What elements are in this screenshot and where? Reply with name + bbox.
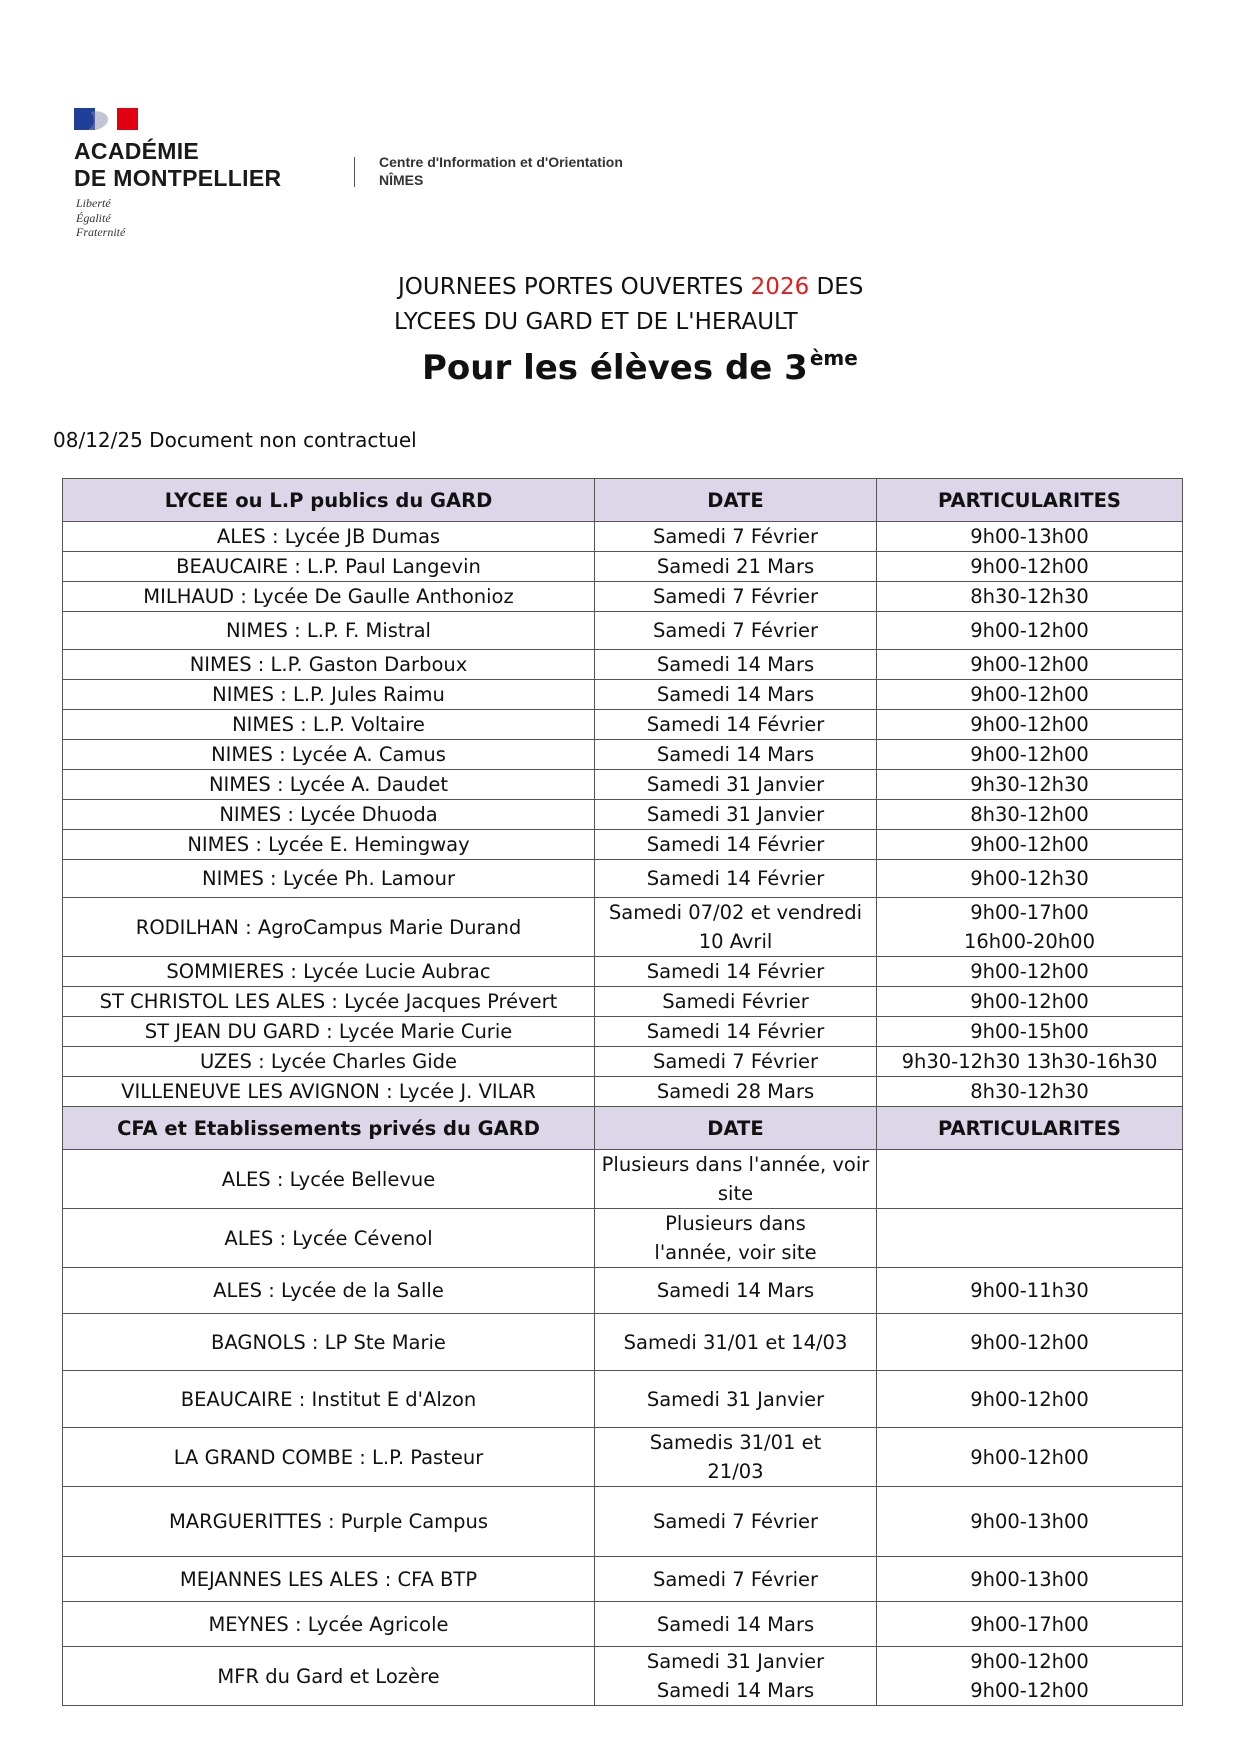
date-line: Samedi 7 Février (652, 1050, 819, 1073)
hours-line: 9h00-17h00 (970, 901, 1089, 924)
date-line: site (717, 1182, 754, 1205)
opening-hours (877, 582, 1183, 612)
opening-hours (877, 987, 1183, 1017)
table-row (63, 1150, 1183, 1209)
hours-line: 9h00-12h00 (970, 653, 1089, 676)
open-day-date (595, 830, 877, 860)
hours-line: 9h00-12h00 (970, 619, 1089, 642)
table-row (63, 800, 1183, 830)
hours-line: 9h00-11h30 (970, 1279, 1089, 1302)
opening-hours (877, 1428, 1183, 1487)
school-name: ST JEAN DU GARD : Lycée Marie Curie (63, 1017, 595, 1047)
open-day-date (595, 582, 877, 612)
open-day-date (595, 1428, 877, 1487)
section-header-row (63, 479, 1183, 522)
table-row (63, 1077, 1183, 1107)
hours-line: 9h30-12h30 13h30-16h30 (901, 1050, 1158, 1073)
school-name: MARGUERITTES : Purple Campus (63, 1487, 595, 1557)
date-line: Samedis 31/01 et (649, 1431, 822, 1454)
date-line: Samedi 14 Février (646, 960, 825, 983)
opening-hours (877, 770, 1183, 800)
opening-hours (877, 830, 1183, 860)
open-day-date (595, 1209, 877, 1268)
school-name: ALES : Lycée Bellevue (63, 1150, 595, 1209)
date-line: Samedi 14 Mars (656, 1679, 815, 1702)
date-line: Samedi 31 Janvier (646, 1650, 825, 1673)
open-day-date (595, 740, 877, 770)
date-line: Samedi 7 Février (652, 525, 819, 548)
marianne-flag-icon (74, 108, 138, 130)
open-day-date (595, 1557, 877, 1602)
hours-line: 9h00-12h30 (970, 867, 1089, 890)
table-row (63, 612, 1183, 650)
date-line: Plusieurs dans l'année, voir (601, 1153, 870, 1176)
school-name: BEAUCAIRE : Institut E d'Alzon (63, 1371, 595, 1428)
hours-line: 9h00-12h00 (970, 1679, 1089, 1702)
motto-line: Fraternité (76, 225, 126, 239)
opening-hours (877, 1017, 1183, 1047)
open-days-table (62, 478, 1183, 1706)
date-line: Samedi 7 Février (652, 585, 819, 608)
title-line1-end: DES (809, 274, 864, 300)
cio-line1: Centre d'Information et d'Orientation (379, 154, 623, 170)
hours-line: 9h00-12h00 (970, 683, 1089, 706)
school-name: VILLENEUVE LES AVIGNON : Lycée J. VILAR (63, 1077, 595, 1107)
republic-motto (76, 196, 125, 240)
date-line: Samedi 14 Février (646, 1020, 825, 1043)
table-row (63, 1487, 1183, 1557)
opening-hours (877, 1314, 1183, 1371)
date-line: Samedi 7 Février (652, 1510, 819, 1533)
open-day-date (595, 1077, 877, 1107)
date-line: Samedi 14 Mars (656, 1612, 815, 1636)
cio-label (379, 153, 623, 189)
hours-line: 9h00-12h00 (970, 1650, 1089, 1673)
open-day-date (595, 1314, 877, 1371)
table-row (63, 987, 1183, 1017)
school-name: SOMMIERES : Lycée Lucie Aubrac (63, 957, 595, 987)
school-name: LA GRAND COMBE : L.P. Pasteur (63, 1428, 595, 1487)
opening-hours (877, 1487, 1183, 1557)
open-day-date (595, 522, 877, 552)
school-name: NIMES : Lycée A. Daudet (63, 770, 595, 800)
school-name: RODILHAN : AgroCampus Marie Durand (63, 898, 595, 957)
open-day-date (595, 650, 877, 680)
opening-hours (877, 1077, 1183, 1107)
opening-hours (877, 860, 1183, 898)
table-row (63, 1371, 1183, 1428)
date-line: Samedi 14 Février (646, 867, 825, 890)
date-line: Samedi 14 Mars (656, 1279, 815, 1302)
table-row (63, 898, 1183, 957)
open-day-date (595, 800, 877, 830)
date-line: Samedi 31/01 et 14/03 (623, 1330, 848, 1354)
opening-hours (877, 710, 1183, 740)
hours-line: 8h30-12h00 (970, 803, 1089, 826)
logo-line1: ACADÉMIE (74, 138, 200, 164)
date-line: Samedi 14 Février (646, 713, 825, 736)
motto-line: Liberté (76, 196, 111, 210)
table-row (63, 770, 1183, 800)
hours-line: 16h00-20h00 (963, 930, 1095, 953)
header-divider (354, 157, 355, 187)
open-day-date (595, 1647, 877, 1706)
title-line2: LYCEES DU GARD ET DE L'HERAULT (394, 309, 798, 335)
hours-line: 9h00-12h00 (970, 1387, 1089, 1411)
motto-line: Égalité (76, 210, 111, 225)
table-row (63, 680, 1183, 710)
open-day-date (595, 710, 877, 740)
school-name: ALES : Lycée de la Salle (63, 1268, 595, 1314)
open-day-date (595, 770, 877, 800)
table-row (63, 522, 1183, 552)
school-name: ALES : Lycée JB Dumas (63, 522, 595, 552)
table-row (63, 1268, 1183, 1314)
date-line: l'année, voir site (654, 1241, 817, 1264)
title-year: 2026 (750, 274, 810, 300)
title-line3 (422, 346, 858, 388)
table-row (63, 740, 1183, 770)
table-row (63, 1428, 1183, 1487)
open-day-date (595, 860, 877, 898)
table-row (63, 957, 1183, 987)
open-day-date (595, 987, 877, 1017)
school-name: MEJANNES LES ALES : CFA BTP (63, 1557, 595, 1602)
school-name: MEYNES : Lycée Agricole (63, 1602, 595, 1647)
hours-line: 9h00-12h00 (970, 743, 1089, 766)
date-line: Samedi Février (662, 990, 809, 1013)
opening-hours (877, 1150, 1183, 1209)
hours-line: 9h00-13h00 (970, 1567, 1089, 1591)
school-name: NIMES : Lycée E. Hemingway (63, 830, 595, 860)
opening-hours (877, 650, 1183, 680)
hours-line: 9h00-13h00 (970, 1510, 1089, 1533)
school-name: MFR du Gard et Lozère (63, 1647, 595, 1706)
open-day-date (595, 1047, 877, 1077)
title-line3-sup: ème (809, 346, 858, 370)
table-row (63, 1647, 1183, 1706)
table-row (63, 1017, 1183, 1047)
school-name: BAGNOLS : LP Ste Marie (63, 1314, 595, 1371)
open-day-date (595, 898, 877, 957)
hours-line: 9h30-12h30 (970, 773, 1089, 796)
section-header-row (63, 1107, 1183, 1150)
logo-line2: DE MONTPELLIER (74, 165, 282, 191)
table-row (63, 582, 1183, 612)
table-row (63, 1209, 1183, 1268)
date-line: Samedi 14 Février (646, 833, 825, 856)
title-line1 (398, 274, 863, 300)
table-row (63, 552, 1183, 582)
date-line: Samedi 07/02 et vendredi (608, 901, 863, 924)
header-particularites: PARTICULARITES (877, 1107, 1183, 1150)
opening-hours (877, 800, 1183, 830)
hours-line: 9h00-12h00 (970, 1330, 1089, 1354)
header-school: CFA et Etablissements privés du GARD (63, 1107, 595, 1150)
school-name: NIMES : L.P. Jules Raimu (63, 680, 595, 710)
school-name: UZES : Lycée Charles Gide (63, 1047, 595, 1077)
table-row (63, 1047, 1183, 1077)
table-row (63, 1557, 1183, 1602)
open-day-date (595, 1371, 877, 1428)
opening-hours (877, 612, 1183, 650)
opening-hours (877, 1602, 1183, 1647)
date-line: Samedi 31 Janvier (646, 773, 825, 796)
open-day-date (595, 957, 877, 987)
hours-line: 9h00-12h00 (970, 960, 1089, 983)
school-name: ALES : Lycée Cévenol (63, 1209, 595, 1268)
school-name: NIMES : Lycée A. Camus (63, 740, 595, 770)
header-school: LYCEE ou L.P publics du GARD (63, 479, 595, 522)
open-day-date (595, 1268, 877, 1314)
date-line: Samedi 21 Mars (656, 555, 815, 578)
open-day-date (595, 1150, 877, 1209)
date-line: Plusieurs dans (665, 1212, 806, 1235)
table-row (63, 1602, 1183, 1647)
date-line: 21/03 (707, 1460, 764, 1483)
opening-hours (877, 898, 1183, 957)
date-line: Samedi 7 Février (652, 1567, 819, 1591)
table-row (63, 650, 1183, 680)
opening-hours (877, 1268, 1183, 1314)
hours-line: 9h00-15h00 (970, 1020, 1089, 1043)
table-row (63, 830, 1183, 860)
hours-line: 8h30-12h30 (970, 585, 1089, 608)
date-line: Samedi 28 Mars (656, 1080, 815, 1103)
opening-hours (877, 1647, 1183, 1706)
opening-hours (877, 1557, 1183, 1602)
hours-line: 8h30-12h30 (970, 1080, 1089, 1103)
table-row (63, 1314, 1183, 1371)
open-day-date (595, 1017, 877, 1047)
open-day-date (595, 612, 877, 650)
hours-line: 9h00-17h00 (970, 1612, 1089, 1636)
hours-line: 9h00-13h00 (970, 525, 1089, 548)
school-name: NIMES : L.P. Gaston Darboux (63, 650, 595, 680)
date-line: Samedi 7 Février (652, 619, 819, 642)
hours-line: 9h00-12h00 (970, 555, 1089, 578)
hours-line: 9h00-12h00 (970, 1445, 1089, 1469)
opening-hours (877, 1047, 1183, 1077)
hours-line: 9h00-12h00 (970, 713, 1089, 736)
header-particularites: PARTICULARITES (877, 479, 1183, 522)
school-name: NIMES : L.P. Voltaire (63, 710, 595, 740)
date-line: Samedi 14 Mars (656, 743, 815, 766)
open-day-date (595, 1487, 877, 1557)
opening-hours (877, 1371, 1183, 1428)
school-name: MILHAUD : Lycée De Gaulle Anthonioz (63, 582, 595, 612)
hours-line: 9h00-12h00 (970, 990, 1089, 1013)
date-line: Samedi 31 Janvier (646, 803, 825, 826)
opening-hours (877, 522, 1183, 552)
date-line: 10 Avril (698, 930, 773, 953)
school-name: ST CHRISTOL LES ALES : Lycée Jacques Prévert (63, 987, 595, 1017)
school-name: NIMES : L.P. F. Mistral (63, 612, 595, 650)
table-row (63, 860, 1183, 898)
opening-hours (877, 740, 1183, 770)
school-name: NIMES : Lycée Dhuoda (63, 800, 595, 830)
open-day-date (595, 680, 877, 710)
table-row (63, 710, 1183, 740)
header-date: DATE (595, 479, 877, 522)
open-day-date (595, 552, 877, 582)
date-line: Samedi 14 Mars (656, 683, 815, 706)
title-line1-start: JOURNEES PORTES OUVERTES (398, 274, 751, 300)
opening-hours (877, 957, 1183, 987)
open-day-date (595, 1602, 877, 1647)
opening-hours (877, 680, 1183, 710)
date-line: Samedi 31 Janvier (646, 1387, 825, 1411)
hours-line: 9h00-12h00 (970, 833, 1089, 856)
title-line3-text: Pour les élèves de 3 (422, 348, 808, 388)
opening-hours (877, 1209, 1183, 1268)
opening-hours (877, 552, 1183, 582)
document-date: 08/12/25 Document non contractuel (53, 428, 417, 452)
header-date: DATE (595, 1107, 877, 1150)
school-name: BEAUCAIRE : L.P. Paul Langevin (63, 552, 595, 582)
cio-line2: NÎMES (379, 172, 424, 188)
school-name: NIMES : Lycée Ph. Lamour (63, 860, 595, 898)
date-line: Samedi 14 Mars (656, 653, 815, 676)
